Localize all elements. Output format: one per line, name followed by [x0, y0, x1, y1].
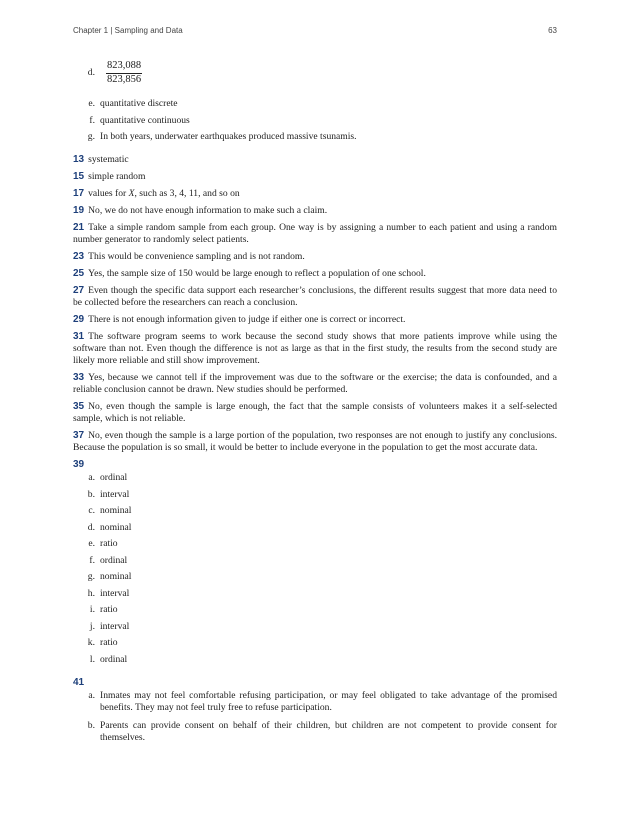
- sub-item-g: [79, 131, 557, 143]
- answer-text: No, even though the sample is large enough, the fact that the sample consists of volunteers makes it a self-selected sample, which is not reliable.: [73, 401, 557, 424]
- list-item: [79, 489, 557, 501]
- answer-41-list: [73, 690, 557, 744]
- sub-text: ratio: [100, 637, 118, 648]
- answer-21: [73, 222, 557, 246]
- sub-text: nominal: [100, 521, 132, 533]
- list-item: [79, 604, 557, 616]
- sub-text: Parents can provide consent on behalf of their children, but children are not competent to provide consent for themselves.: [100, 719, 557, 743]
- answer-number: 15: [73, 171, 85, 182]
- sub-item-e: [79, 98, 557, 110]
- list-item: [79, 571, 557, 583]
- answer-41: [73, 677, 557, 744]
- sub-label: f.: [89, 114, 95, 126]
- answer-number: 25: [73, 268, 85, 279]
- answer-number: 33: [73, 372, 85, 383]
- answer-number: 17: [73, 188, 85, 199]
- answer-text: The software program seems to work because the second study shows that more patients improve while using the software than not. Even though the difference is not as large as that in the first study, the results from the second study are likely more reliable and still show improvement.: [73, 331, 557, 366]
- sub-label: g.: [87, 131, 95, 142]
- sub-label: l.: [89, 653, 95, 665]
- answer-number: 35: [73, 401, 85, 412]
- sub-label: b.: [87, 719, 95, 731]
- chapter-title: Chapter 1 | Sampling and Data: [73, 26, 183, 35]
- answer-text: There is not enough information given to judge if either one is correct or incorrect.: [88, 314, 406, 325]
- answer-39-list: [73, 472, 557, 666]
- sub-label: a.: [88, 689, 95, 701]
- answer-37: [73, 430, 557, 454]
- sub-label: c.: [88, 505, 95, 516]
- answer-text-pre: values for: [88, 188, 129, 199]
- answer-33: [73, 372, 557, 396]
- sub-label: h.: [87, 587, 95, 599]
- answer-number: 21: [73, 222, 85, 233]
- answer-15: [73, 171, 557, 183]
- answer-text: systematic: [88, 154, 129, 165]
- answer-number: 13: [73, 154, 85, 165]
- list-item: [79, 522, 557, 534]
- sub-label: j.: [89, 620, 95, 632]
- sub-label: e.: [88, 98, 95, 109]
- answer-number: 27: [73, 285, 85, 296]
- list-item: [79, 555, 557, 567]
- sub-text: ordinal: [100, 653, 128, 665]
- sub-text: quantitative discrete: [100, 98, 178, 109]
- answer-text: No, even though the sample is a large portion of the population, two responses are not enough to justify any conclusions. Because the population is so small, it would be better to include everyone in the population to get the most accurate data.: [73, 430, 557, 453]
- sub-label: d.: [87, 521, 95, 533]
- answer-text: simple random: [88, 171, 146, 182]
- list-item: [79, 505, 557, 517]
- page-header: [73, 26, 557, 35]
- answer-35: [73, 401, 557, 425]
- answer-number: 23: [73, 251, 85, 262]
- answer-number: 19: [73, 205, 85, 216]
- answer-text: No, we do not have enough information to make such a claim.: [88, 205, 328, 216]
- list-item: [79, 720, 557, 744]
- sub-label: i.: [89, 604, 95, 615]
- answer-text: Even though the specific data support each researcher’s conclusions, the different results suggest that more data need to be collected before the researchers can reach a conclusion.: [73, 285, 557, 308]
- answer-25: [73, 268, 557, 280]
- answer-39: [73, 459, 557, 666]
- fraction: [106, 60, 142, 86]
- list-item: [79, 588, 557, 600]
- list-item: [79, 654, 557, 666]
- sub-label: b.: [87, 488, 95, 500]
- answer-27: [73, 285, 557, 309]
- list-item: [79, 621, 557, 633]
- answer-29: [73, 314, 557, 326]
- sub-label: g.: [87, 571, 95, 582]
- answer-19: [73, 205, 557, 217]
- fraction-denominator: 823,856: [107, 74, 142, 85]
- answer-text: This would be convenience sampling and is not random.: [88, 251, 305, 262]
- variable-x: X: [128, 188, 135, 199]
- answer-number: 29: [73, 314, 85, 325]
- answer-number: 37: [73, 430, 85, 441]
- sub-label: a.: [88, 472, 95, 483]
- sub-label: k.: [87, 637, 95, 648]
- answer-text: Yes, the sample size of 150 would be large enough to reflect a population of one school.: [88, 268, 426, 279]
- list-item: [79, 637, 557, 649]
- sub-text: In both years, underwater earthquakes produced massive tsunamis.: [100, 131, 357, 142]
- answer-number: 39: [73, 459, 85, 470]
- sub-text: ratio: [100, 604, 118, 615]
- answer-text: Yes, because we cannot tell if the improvement was due to the software or the exercise; the data is confounded, and a reliable conclusion cannot be drawn. New studies should be performed.: [73, 372, 557, 395]
- answer-17: [73, 188, 557, 200]
- sub-text: Inmates may not feel comfortable refusing participation, or may feel obligated to take advantage of the promised benefits. They may not feel truly free to refuse participation.: [100, 689, 557, 713]
- fraction-numerator: 823,088: [106, 60, 142, 74]
- list-item: [79, 690, 557, 714]
- sub-label: f.: [89, 554, 95, 566]
- list-item: [79, 472, 557, 484]
- sub-text: interval: [100, 488, 130, 500]
- answer-31: [73, 331, 557, 367]
- answer-13: [73, 154, 557, 166]
- answer-number: 41: [73, 676, 85, 688]
- page-number: 63: [548, 26, 557, 35]
- answer-number: 31: [73, 331, 85, 342]
- sub-text: interval: [100, 620, 130, 632]
- sub-item-d: [79, 60, 557, 86]
- sub-label: e.: [88, 538, 95, 549]
- sub-text: quantitative continuous: [100, 114, 190, 126]
- sub-label: d.: [87, 67, 95, 78]
- sub-text: nominal: [100, 571, 132, 582]
- sub-item-f: [79, 115, 557, 127]
- answer-23: [73, 251, 557, 263]
- list-item: [79, 538, 557, 550]
- answer-text-post: , such as 3, 4, 11, and so on: [134, 188, 240, 199]
- answer-text: Take a simple random sample from each group. One way is by assigning a number to each patient and using a random number generator to randomly select patients.: [73, 222, 557, 245]
- sub-text: nominal: [100, 505, 132, 516]
- sub-text: ratio: [100, 538, 118, 549]
- sub-text: ordinal: [100, 554, 128, 566]
- sub-text: ordinal: [100, 472, 128, 483]
- page-content: [73, 60, 557, 744]
- sub-text: interval: [100, 587, 130, 599]
